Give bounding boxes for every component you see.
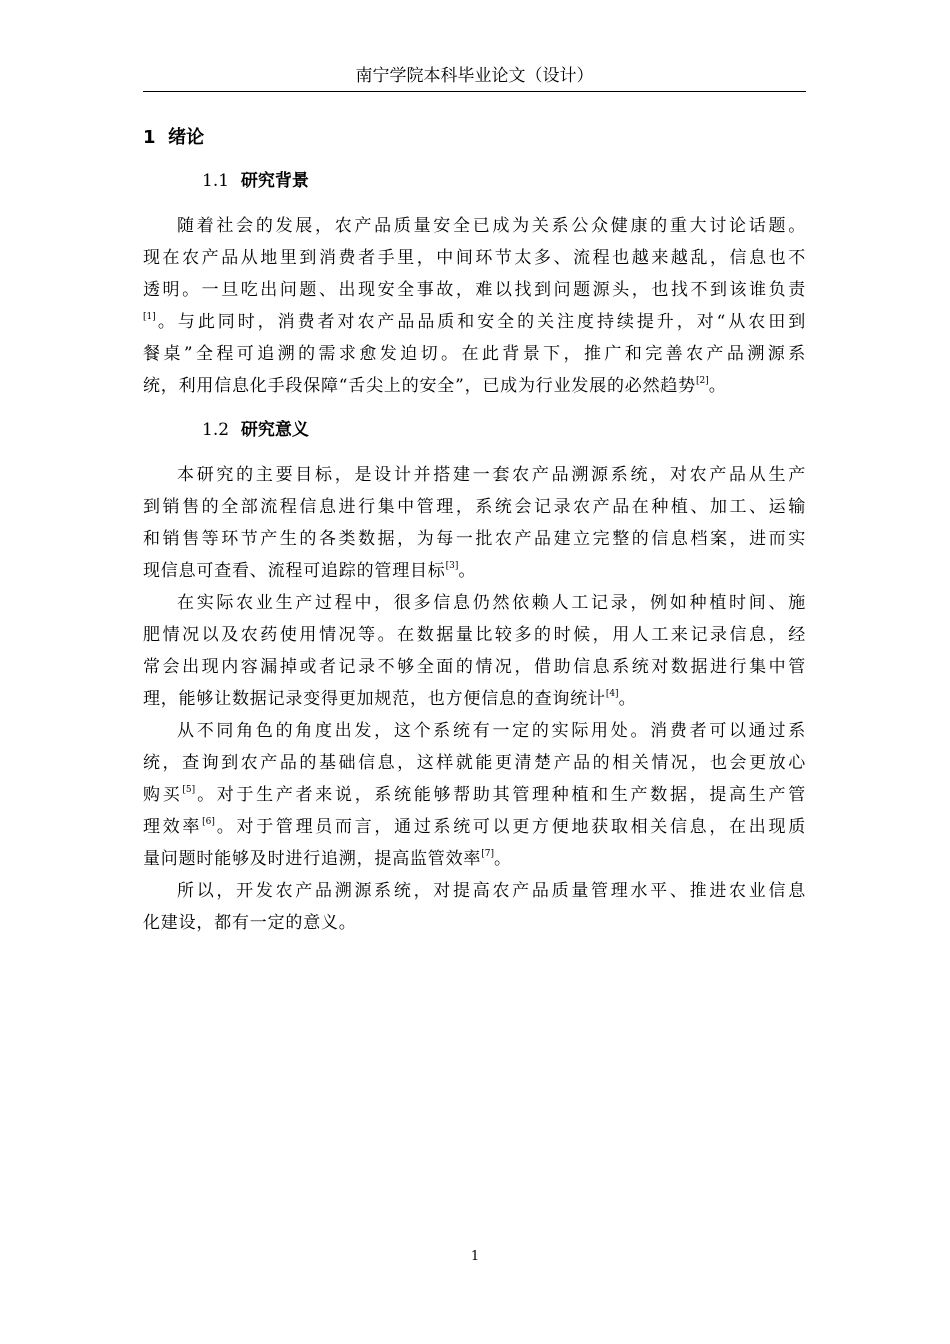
- paragraph-line: 量问题时能够及时进行追溯，提高监管效率[7]。: [143, 849, 512, 869]
- paragraph-line: 化建设，都有一定的意义。: [143, 913, 357, 933]
- paragraph-line: 理，能够让数据记录变得更加规范，也方便信息的查询统计[4]。: [143, 689, 637, 709]
- chapter-title: 绪论: [168, 127, 205, 148]
- paragraph-background: [143, 210, 806, 402]
- paragraph-line: 透明。一旦吃出问题、出现安全事故，难以找到问题源头，也找不到该谁负责: [143, 280, 806, 300]
- paragraph-line: 所以，开发农产品溯源系统，对提高农产品质量管理水平、推进农业信息: [177, 881, 806, 901]
- chapter-number: 1: [143, 127, 156, 148]
- section-number: 1.1: [202, 171, 230, 191]
- paragraph-line: 本研究的主要目标，是设计并搭建一套农产品溯源系统，对农产品从生产: [177, 465, 806, 485]
- section-title: 研究背景: [240, 171, 309, 191]
- header-rule: [143, 91, 806, 92]
- paragraph-manual-records: [143, 587, 806, 715]
- paragraph-line: 餐桌”全程可追溯的需求愈发迫切。在此背景下，推广和完善农产品溯源系: [143, 344, 806, 364]
- paragraph-line: 统，利用信息化手段保障“舌尖上的安全”，已成为行业发展的必然趋势[2]。: [143, 376, 727, 396]
- page-number: 1: [470, 1249, 480, 1264]
- citation-ref: [4]: [605, 689, 619, 699]
- section-title: 研究意义: [240, 420, 309, 440]
- paragraph-line: 肥情况以及农药使用情况等。在数据量比较多的时候，用人工来记录信息，经: [143, 625, 806, 645]
- citation-ref: [3]: [445, 561, 459, 571]
- paragraph-significance-goal: [143, 459, 806, 587]
- paragraph-line: 统，查询到农产品的基础信息，这样就能更清楚产品的相关情况，也会更放心: [143, 753, 806, 773]
- paragraph-conclusion: [143, 875, 806, 939]
- section-number: 1.2: [202, 420, 230, 440]
- running-header: 南宁学院本科毕业论文（设计）: [355, 66, 594, 86]
- paragraph-line: 和销售等环节产生的各类数据，为每一批农产品建立完整的信息档案，进而实: [143, 529, 806, 549]
- paragraph-line: 随着社会的发展，农产品质量安全已成为关系公众健康的重大讨论话题。: [177, 216, 806, 236]
- citation-ref: [1]: [143, 312, 156, 322]
- citation-ref: [2]: [695, 376, 709, 386]
- paragraph-roles: [143, 715, 806, 875]
- paragraph-line: [1]。与此同时，消费者对农产品品质和安全的关注度持续提升，对“从农田到: [143, 312, 806, 332]
- paragraph-line: 从不同角色的角度出发，这个系统有一定的实际用处。消费者可以通过系: [177, 721, 806, 741]
- section-heading-1-1: [202, 167, 309, 195]
- section-heading-1-2: [202, 416, 309, 444]
- paragraph-line: 现信息可查看、流程可追踪的管理目标[3]。: [143, 561, 477, 581]
- paragraph-line: 常会出现内容漏掉或者记录不够全面的情况，借助信息系统对数据进行集中管: [143, 657, 806, 677]
- citation-ref: [7]: [481, 849, 494, 859]
- citation-ref: [6]: [202, 817, 215, 827]
- paragraph-line: 到销售的全部流程信息进行集中管理，系统会记录农产品在种植、加工、运输: [143, 497, 806, 517]
- paragraph-line: 现在农产品从地里到消费者手里，中间环节太多、流程也越来越乱，信息也不: [143, 248, 806, 268]
- citation-ref: [5]: [182, 785, 196, 795]
- paragraph-line: 在实际农业生产过程中，很多信息仍然依赖人工记录，例如种植时间、施: [177, 593, 806, 613]
- chapter-heading: [143, 124, 204, 152]
- paragraph-line: 理效率[6]。对于管理员而言，通过系统可以更方便地获取相关信息，在出现质: [143, 817, 807, 837]
- paragraph-line: 购买[5]。对于生产者来说，系统能够帮助其管理种植和生产数据，提高生产管: [143, 785, 806, 805]
